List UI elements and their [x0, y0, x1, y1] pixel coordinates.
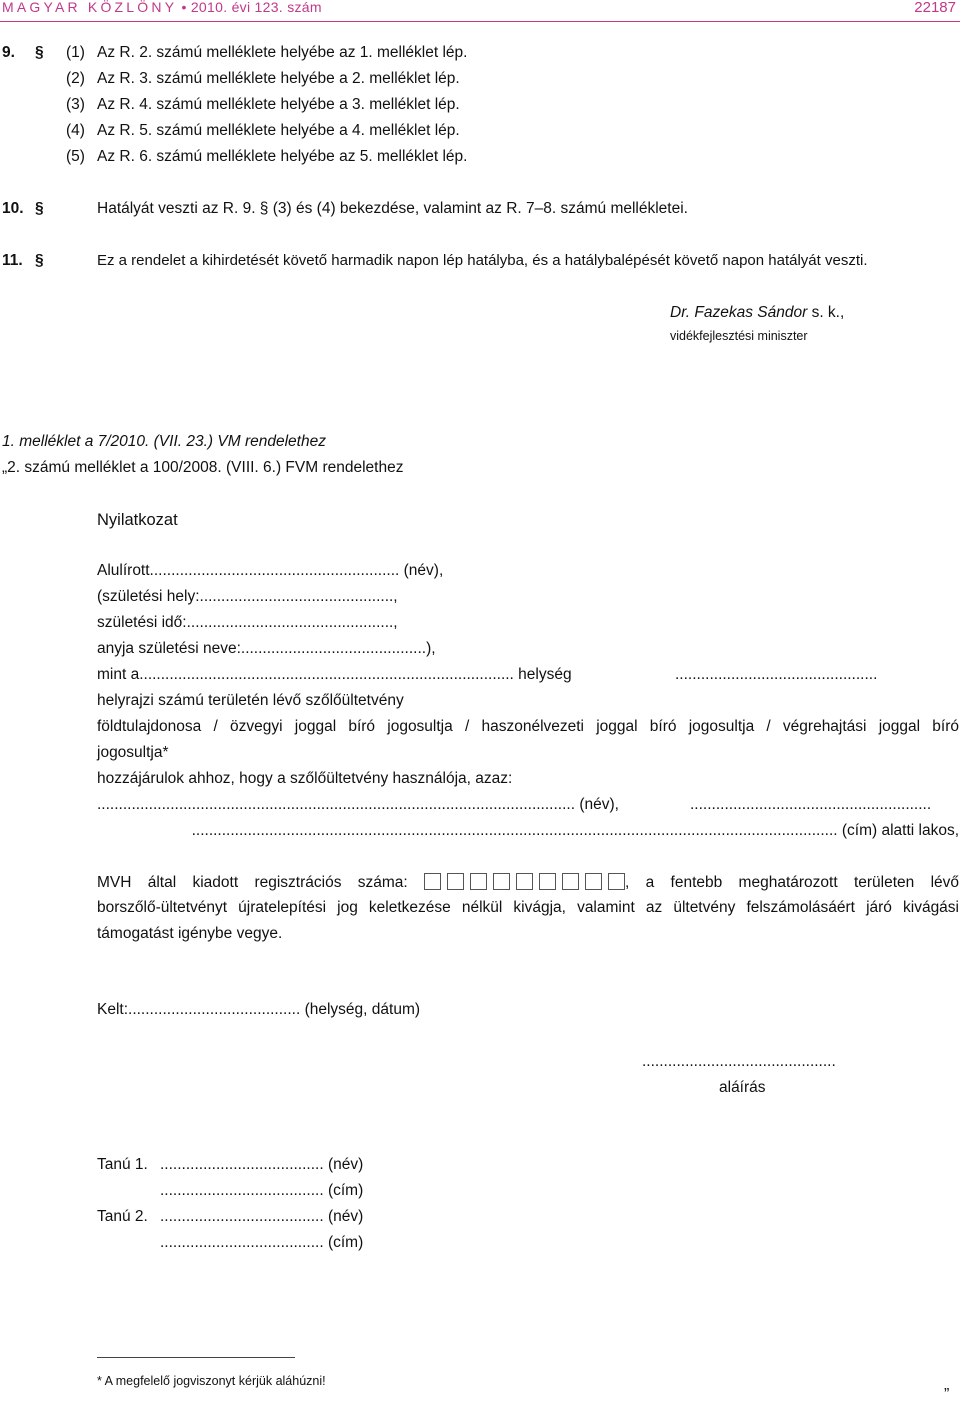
reg-box: [447, 873, 464, 890]
form-consent-line: hozzájárulok ahhoz, hogy a szőlőültetvény használója, azaz:: [97, 770, 513, 787]
reg-box: [470, 873, 487, 890]
section-10-sign: §: [35, 200, 44, 217]
form-mvh-line: [97, 873, 959, 895]
section-9-item-3: Az R. 4. számú melléklete helyébe a 3. melléklet lép.: [97, 96, 460, 113]
form-birthplace-line: (születési hely:.............................................,: [97, 588, 398, 605]
form-rights-line: földtulajdonosa / özvegyi joggal bíró jogosultja / haszonélvezeti joggal bíró jogosultja / végrehajtási joggal bíró: [97, 718, 959, 735]
section-9-item-2-num: (2): [66, 70, 85, 87]
minister-name: Dr. Fazekas Sándor: [670, 304, 808, 321]
form-support-line: támogatást igénybe vegye.: [97, 925, 283, 942]
footnote-divider: [97, 1357, 295, 1358]
reg-box: [608, 873, 625, 890]
mvh-label: MVH által kiadott regisztrációs száma:: [97, 874, 408, 891]
footnote: * A megfelelő jogviszonyt kérjük aláhúzni!: [97, 1374, 326, 1388]
minister-title: vidékfejlesztési miniszter: [670, 329, 808, 343]
reg-box: [539, 873, 556, 890]
form-user-name-line: ............................................................................................................... (név),: [97, 796, 619, 813]
witness-1-address-line: ...................................... (cím): [160, 1182, 364, 1199]
page-number: 22187: [914, 0, 956, 16]
closing-quote: ”: [944, 1386, 950, 1403]
witness-2-address-line: ...................................... (cím): [160, 1234, 364, 1251]
witness-2-label: Tanú 2.: [97, 1208, 148, 1225]
form-parcel-line: helyrajzi számú területén lévő szőlőültetvény: [97, 692, 404, 709]
journal-header: [2, 0, 322, 15]
form-rights-line-end: jogosultja*: [97, 744, 169, 761]
annex-subtitle: „2. számú melléklet a 100/2008. (VIII. 6.) FVM rendelethez: [2, 459, 404, 476]
registration-number-boxes: [424, 873, 625, 895]
form-address-line: [97, 822, 959, 840]
minister-signature: [670, 304, 844, 322]
form-locality-dots: ...............................................: [675, 666, 878, 683]
reg-box: [562, 873, 579, 890]
annex-title: 1. melléklet a 7/2010. (VII. 23.) VM rendelethez: [2, 433, 326, 450]
header-bullet: •: [181, 0, 187, 15]
section-11-sign: §: [35, 252, 44, 269]
section-9-item-2: Az R. 3. számú melléklete helyébe a 2. melléklet lép.: [97, 70, 460, 87]
form-locality-line: mint a....................................................................................... helység: [97, 666, 572, 683]
issue-number: 2010. évi 123. szám: [190, 0, 322, 15]
section-9-item-1-num: (1): [66, 44, 85, 61]
reg-box: [585, 873, 602, 890]
journal-title: MAGYAR KÖZLÖNY: [2, 0, 178, 15]
signature-suffix: s. k.,: [807, 304, 845, 321]
witness-1-name-line: ...................................... (név): [160, 1156, 364, 1173]
witness-1-label: Tanú 1.: [97, 1156, 148, 1173]
section-9-item-4-num: (4): [66, 122, 85, 139]
reg-box: [516, 873, 533, 890]
form-user-name-dots: ........................................................: [690, 796, 932, 813]
section-9-sign: §: [35, 44, 44, 61]
form-address-text: ...................................................................................................................................................... (cím) alatti lakos,: [191, 822, 959, 839]
section-10-number: 10.: [2, 200, 24, 217]
reg-box: [424, 873, 441, 890]
section-9-item-1: Az R. 2. számú melléklete helyébe az 1. melléklet lép.: [97, 44, 468, 61]
witness-2-name-line: ...................................... (név): [160, 1208, 364, 1225]
header-divider: [0, 21, 960, 22]
form-date-place-line: Kelt:........................................ (helység, dátum): [97, 1001, 421, 1018]
form-vineyard-line: borszőlő-ültetvényt újratelepítési jog keletkezése nélkül kivágja, valamint az ültetvény felszámolásáért járó kivágási: [97, 899, 959, 916]
section-10-text: Hatályát veszti az R. 9. § (3) és (4) bekezdése, valamint az R. 7–8. számú mellékletei.: [97, 200, 688, 217]
form-birthdate-line: születési idő:................................................,: [97, 614, 398, 631]
form-mother-name-line: anyja születési neve:...........................................),: [97, 640, 436, 657]
section-9-item-5: Az R. 6. számú melléklete helyébe az 5. melléklet lép.: [97, 148, 468, 165]
form-heading: Nyilatkozat: [97, 511, 178, 529]
signature-label: aláírás: [719, 1079, 766, 1096]
signature-dots: .............................................: [642, 1053, 836, 1070]
section-9-number: 9.: [2, 44, 15, 61]
section-11-number: 11.: [2, 252, 23, 269]
reg-box: [493, 873, 510, 890]
section-9-item-5-num: (5): [66, 148, 85, 165]
section-9-item-4: Az R. 5. számú melléklete helyébe a 4. melléklet lép.: [97, 122, 460, 139]
section-11-text: Ez a rendelet a kihirdetését követő harmadik napon lép hatályba, és a hatálybalépését követő napon hatályát veszti.: [97, 252, 868, 269]
section-9-item-3-num: (3): [66, 96, 85, 113]
mvh-after: , a fentebb meghatározott területen lévő: [625, 874, 959, 891]
form-name-line: Alulírott.......................................................... (név),: [97, 562, 444, 579]
